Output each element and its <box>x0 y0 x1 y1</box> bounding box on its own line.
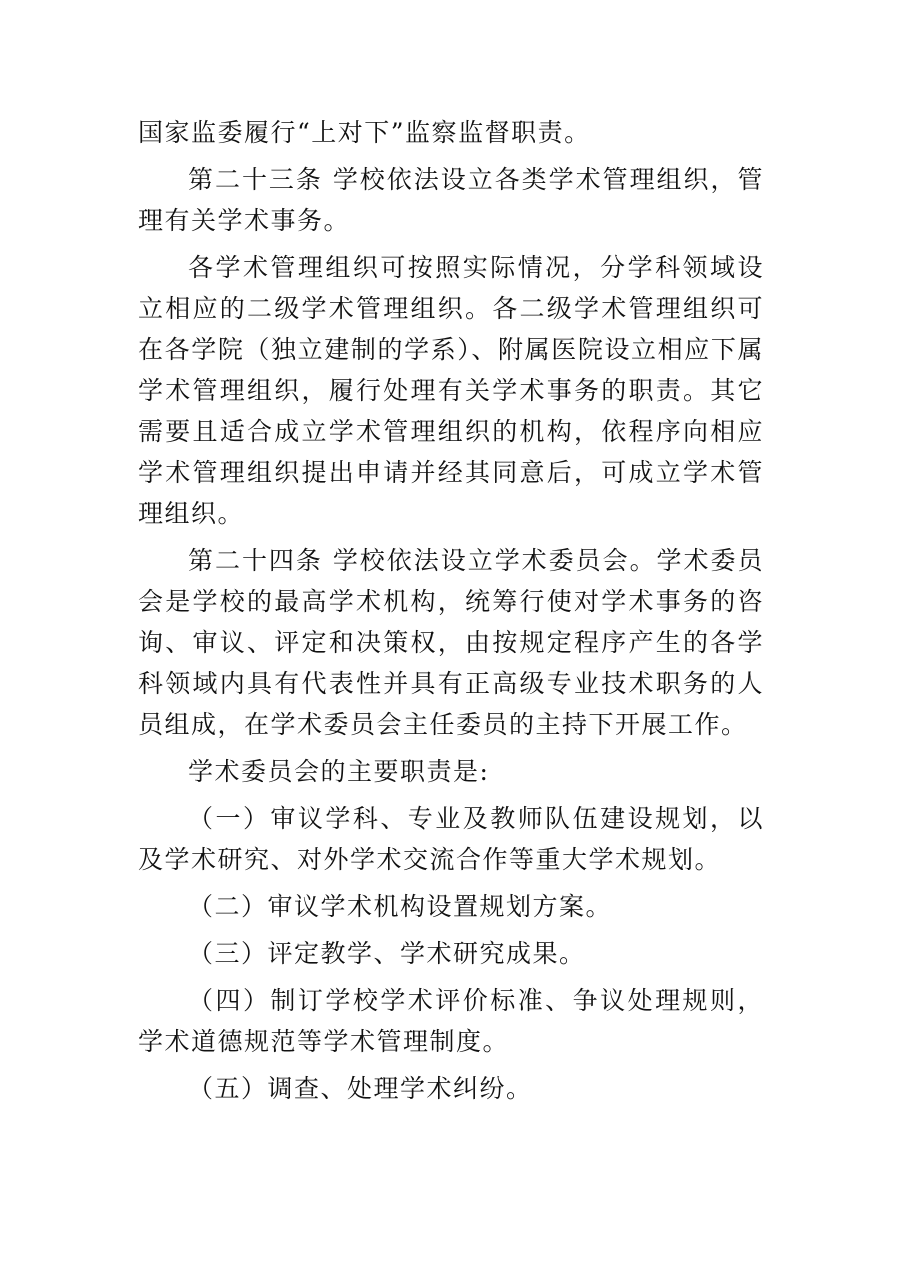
list-item-3: （三）评定教学、学术研究成果。 <box>188 939 586 968</box>
paragraph-1: 国家监委履行“上对下”监察监督职责。 <box>138 118 591 147</box>
paragraph-article-23: 第二十三条 学校依法设立各类学术管理组织，管理有关学术事务。 <box>138 165 764 235</box>
list-item-2: （二）审议学术机构设置规划方案。 <box>188 892 613 921</box>
list-item-1: （一）审议学科、专业及教师队伍建设规划，以及学术研究、对外学术交流合作等重大学术规划。 <box>138 804 764 874</box>
list-item-4: （四）制订学校学术评价标准、争议处理规则，学术道德规范等学术管理制度。 <box>138 986 764 1056</box>
paragraph-academic-organizations: 各学术管理组织可按照实际情况，分学科领域设立相应的二级学术管理组织。各二级学术管理组织可在各学院（独立建制的学系）、附属医院设立相应下属学术管理组织，履行处理有关学术事务的职责。其它需要且适合成立学术管理组织的机构，依程序向相应学术管理组织提出申请并经其同意后，可成立学术管理组织。 <box>138 253 764 528</box>
list-item-5: （五）调查、处理学术纠纷。 <box>188 1074 533 1103</box>
paragraph-article-24: 第二十四条 学校依法设立学术委员会。学术委员会是学校的最高学术机构，统筹行使对学术事务的咨询、审议、评定和决策权，由按规定程序产生的各学科领域内具有代表性并具有正高级专业技术职务的人员组成，在学术委员会主任委员的主持下开展工作。 <box>138 546 764 739</box>
document-page <box>138 112 764 1109</box>
paragraph-duties-intro: 学术委员会的主要职责是: <box>188 757 490 786</box>
